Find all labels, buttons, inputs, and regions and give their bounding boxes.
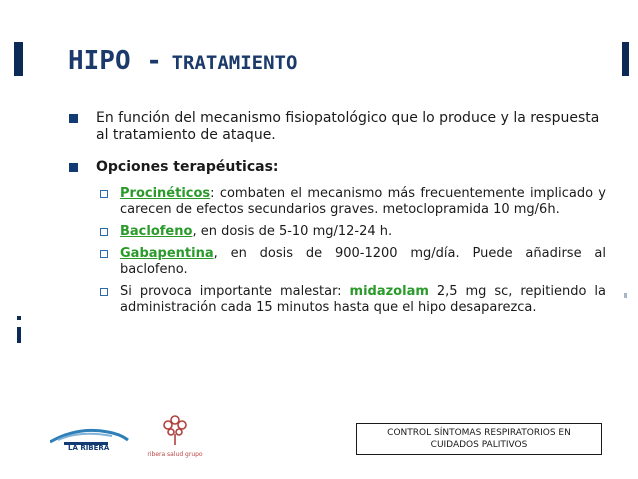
option-baclofeno-text: , en dosis de 5-10 mg/12-24 h. (192, 224, 393, 239)
title-part2: TRATAMIENTO (171, 52, 298, 74)
title-part1: HIPO - (68, 46, 162, 76)
option-gabapentina (98, 246, 606, 278)
option-procineticos-text: : combaten el mecanismo más frecuentemente implicado y carecen de efectos secundarios graves. metoclopramida 10 mg/6h. (120, 186, 606, 217)
left-decor-line (17, 327, 21, 343)
la-ribera-logo (50, 420, 130, 460)
option-gabapentina-text: , en dosis de 900-1200 mg/día. Puede añadirse al baclofeno. (120, 246, 606, 277)
option-midazolam (98, 284, 606, 316)
left-decor-bar (14, 42, 23, 76)
right-decor-bar (622, 42, 629, 76)
drug-gabapentina-link[interactable]: Gabapentina (120, 246, 214, 261)
option-procineticos (98, 186, 606, 218)
footer-line2: CUIDADOS PALITIVOS (430, 440, 528, 450)
drug-baclofeno-link[interactable]: Baclofeno (120, 224, 193, 239)
footer-caption (356, 423, 602, 455)
bullet-mechanism: En función del mecanismo fisiopatológico que lo produce y la respuesta al tratamiento de ataque. (66, 110, 606, 144)
options-list (98, 186, 606, 316)
bullet-options-heading: Opciones terapéuticas: (66, 159, 606, 176)
drug-midazolam: midazolam (349, 284, 429, 299)
slide-body (66, 110, 606, 322)
drug-procineticos-link[interactable]: Procinéticos (120, 186, 211, 201)
option-midazolam-prefix: Si provoca importante malestar: (120, 284, 350, 299)
slide-title (68, 46, 297, 76)
ribera-salud-logo (140, 412, 210, 458)
option-midazolam-text: 2,5 mg sc, repitiendo la administración cada 15 minutos hasta que el hipo desaparezca. (120, 284, 606, 315)
la-ribera-text: LA RIBERA (68, 444, 110, 452)
footer-line1: CONTROL SÍNTOMAS RESPIRATORIOS EN (387, 428, 571, 438)
right-decor-square (624, 293, 627, 298)
left-decor-square (17, 316, 21, 320)
option-baclofeno (98, 224, 606, 240)
ribera-salud-text: ribera salud grupo (147, 451, 203, 458)
